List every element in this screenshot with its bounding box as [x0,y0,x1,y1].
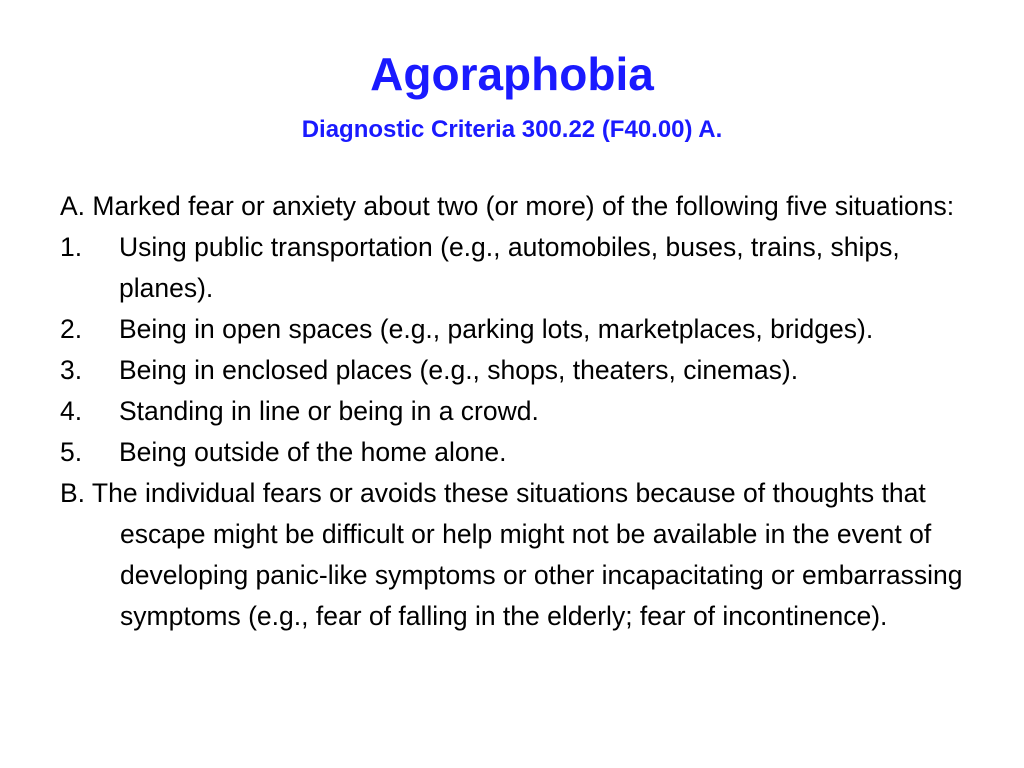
slide-subtitle: Diagnostic Criteria 300.22 (F40.00) A. [301,116,723,143]
situation-text: Being outside of the home alone. [119,437,507,467]
situation-text: Using public transportation (e.g., automobiles, buses, trains, ships, planes). [119,232,900,303]
criteria-body [60,186,970,637]
situation-text: Standing in line or being in a crowd. [119,396,539,426]
situation-number: 1. [60,232,83,262]
situation-item-1 [60,227,970,309]
situation-number: 2. [60,314,83,344]
situation-number: 5. [60,437,83,467]
situation-item-2 [60,309,970,350]
slide-title: Agoraphobia [370,48,654,100]
situation-item-3 [60,350,970,391]
situation-number: 3. [60,355,83,385]
situation-text: Being in open spaces (e.g., parking lots, marketplaces, bridges). [119,314,874,344]
criterion-b: B. The individual fears or avoids these situations because of thoughts that escape might be difficult or help might not be available in the event of developing panic-like symptoms or other incapacitating or embarrassing symptoms (e.g., fear of falling in the elderly; fear of incontinence). [60,478,963,631]
situation-text: Being in enclosed places (e.g., shops, theaters, cinemas). [119,355,799,385]
criterion-a: A. Marked fear or anxiety about two (or more) of the following five situations: [60,191,955,221]
situation-item-4 [60,391,970,432]
situation-number: 4. [60,396,83,426]
situation-item-5 [60,432,970,473]
